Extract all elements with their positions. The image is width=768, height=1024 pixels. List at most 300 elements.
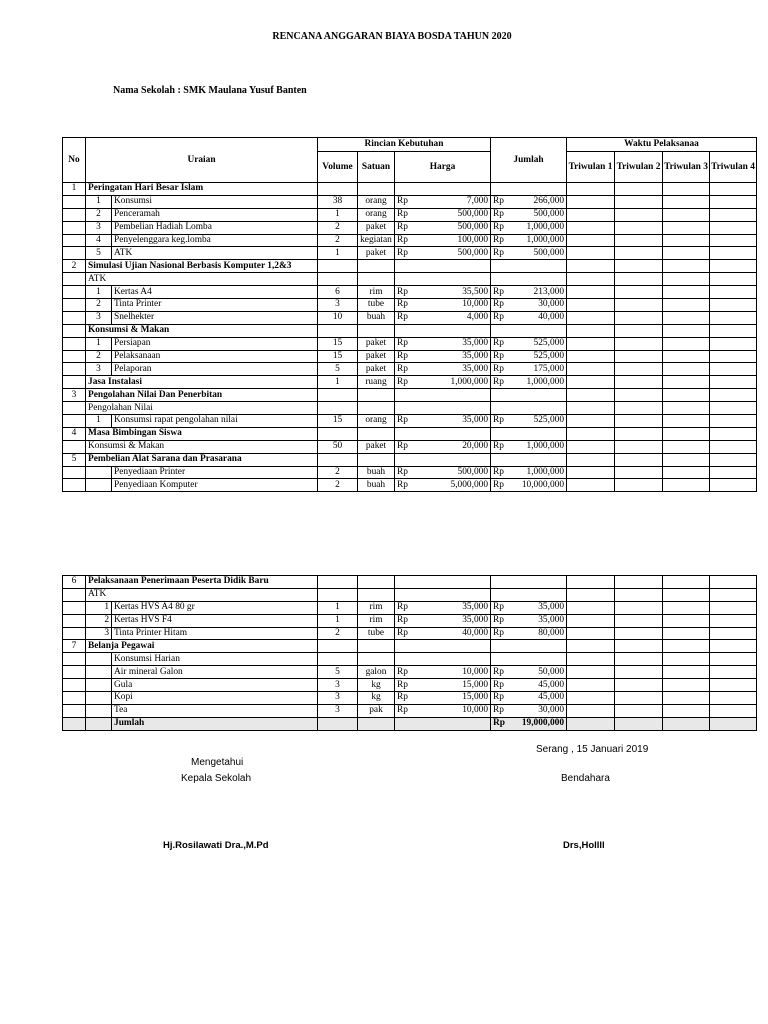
table-row: [63, 666, 757, 679]
harga-cell: [433, 588, 491, 601]
triwulan-1-cell: [567, 576, 615, 589]
triwulan-4-cell: [710, 221, 757, 234]
table-row: [63, 221, 757, 234]
jumlah-currency: Rp: [491, 679, 514, 692]
harga-currency: Rp: [395, 350, 433, 363]
row-number: [63, 195, 86, 208]
triwulan-2-cell: [615, 260, 663, 273]
jumlah-cell: 525,000: [514, 350, 567, 363]
triwulan-4-cell: [710, 640, 757, 653]
triwulan-3-cell: [663, 588, 710, 601]
harga-currency: Rp: [395, 666, 433, 679]
volume-cell: 10: [318, 311, 358, 324]
triwulan-2-cell: [615, 183, 663, 196]
harga-cell: [433, 427, 491, 440]
satuan-cell: paket: [358, 440, 395, 453]
harga-currency: [395, 653, 433, 666]
mengetahui-label: Mengetahui: [191, 757, 244, 768]
jumlah-currency: Rp: [491, 195, 514, 208]
harga-currency: Rp: [395, 704, 433, 717]
jumlah-currency: Rp: [491, 666, 514, 679]
row-number: [63, 324, 86, 337]
item-label: Air mineral Galon: [112, 666, 318, 679]
harga-cell: [433, 576, 491, 589]
item-label: Konsumsi Harian: [112, 653, 318, 666]
volume-cell: [318, 389, 358, 402]
volume-cell: 1: [318, 614, 358, 627]
row-number: [63, 479, 86, 492]
triwulan-2-cell: [615, 466, 663, 479]
triwulan-2-cell: [615, 601, 663, 614]
satuan-cell: paket: [358, 363, 395, 376]
jumlah-cell: 1,000,000: [514, 440, 567, 453]
harga-cell: 500,000: [433, 221, 491, 234]
harga-currency: Rp: [395, 299, 433, 312]
triwulan-4-cell: [710, 679, 757, 692]
jumlah-cell: 1,000,000: [514, 466, 567, 479]
volume-cell: 2: [318, 627, 358, 640]
table-row: [63, 453, 757, 466]
item-subnumber: 1: [86, 286, 112, 299]
volume-cell: 3: [318, 704, 358, 717]
table-row: [63, 247, 757, 260]
triwulan-3-cell: [663, 363, 710, 376]
triwulan-4-cell: [710, 311, 757, 324]
item-subnumber: 1: [86, 415, 112, 428]
triwulan-1-cell: [567, 679, 615, 692]
triwulan-1-cell: [567, 195, 615, 208]
triwulan-3-cell: [663, 679, 710, 692]
volume-cell: 1: [318, 208, 358, 221]
jumlah-cell: 45,000: [514, 692, 567, 705]
jumlah-currency: Rp: [491, 704, 514, 717]
item-label: Konsumsi rapat pengolahan nilai: [112, 415, 318, 428]
triwulan-1-cell: [567, 453, 615, 466]
triwulan-4-cell: [710, 614, 757, 627]
jumlah-cell: 45,000: [514, 679, 567, 692]
harga-cell: [433, 273, 491, 286]
triwulan-2-cell: [615, 717, 663, 730]
header-triwulan-1: Triwulan 1: [567, 152, 615, 183]
harga-currency: Rp: [395, 692, 433, 705]
triwulan-3-cell: [663, 640, 710, 653]
harga-currency: Rp: [395, 221, 433, 234]
table-row: [63, 311, 757, 324]
triwulan-1-cell: [567, 311, 615, 324]
triwulan-2-cell: [615, 195, 663, 208]
satuan-cell: ruang: [358, 376, 395, 389]
triwulan-2-cell: [615, 479, 663, 492]
volume-cell: 15: [318, 337, 358, 350]
total-jumlah-cell: 19,000,000: [514, 717, 567, 730]
harga-cell: 100,000: [433, 234, 491, 247]
harga-cell: 35,000: [433, 601, 491, 614]
jumlah-cell: [514, 389, 567, 402]
volume-cell: 2: [318, 221, 358, 234]
jumlah-currency: Rp: [491, 479, 514, 492]
header-uraian: Uraian: [86, 138, 318, 183]
harga-currency: [395, 453, 433, 466]
table-row: [63, 427, 757, 440]
harga-cell: 500,000: [433, 466, 491, 479]
triwulan-3-cell: [663, 466, 710, 479]
row-number: 3: [63, 389, 86, 402]
triwulan-2-cell: [615, 247, 663, 260]
triwulan-1-cell: [567, 653, 615, 666]
triwulan-2-cell: [615, 415, 663, 428]
harga-currency: [395, 640, 433, 653]
triwulan-3-cell: [663, 427, 710, 440]
harga-currency: Rp: [395, 337, 433, 350]
triwulan-4-cell: [710, 601, 757, 614]
section-label: Pembelian Alat Sarana dan Prasarana: [86, 453, 318, 466]
harga-currency: [395, 273, 433, 286]
place-date: Serang , 15 Januari 2019: [536, 744, 649, 755]
jumlah-cell: 525,000: [514, 337, 567, 350]
row-number: [63, 311, 86, 324]
triwulan-3-cell: [663, 324, 710, 337]
harga-currency: Rp: [395, 311, 433, 324]
item-subnumber: 2: [86, 208, 112, 221]
row-number: 5: [63, 453, 86, 466]
jumlah-currency: [491, 260, 514, 273]
volume-cell: 3: [318, 679, 358, 692]
jumlah-currency: [491, 640, 514, 653]
triwulan-2-cell: [615, 640, 663, 653]
item-label: Snelhekter: [112, 311, 318, 324]
row-number: [63, 247, 86, 260]
table-row: [63, 183, 757, 196]
table-row: [63, 601, 757, 614]
triwulan-2-cell: [615, 324, 663, 337]
volume-cell: [318, 653, 358, 666]
item-label: Kertas A4: [112, 286, 318, 299]
jumlah-cell: [514, 427, 567, 440]
triwulan-4-cell: [710, 666, 757, 679]
header-satuan: Satuan: [358, 152, 395, 183]
satuan-cell: rim: [358, 614, 395, 627]
triwulan-4-cell: [710, 273, 757, 286]
table-row: [63, 679, 757, 692]
triwulan-4-cell: [710, 479, 757, 492]
item-label: Penyelenggara keg.lomba: [112, 234, 318, 247]
triwulan-1-cell: [567, 389, 615, 402]
triwulan-4-cell: [710, 653, 757, 666]
jumlah-cell: 525,000: [514, 415, 567, 428]
jumlah-currency: Rp: [491, 208, 514, 221]
triwulan-4-cell: [710, 692, 757, 705]
item-subnumber: 1: [86, 601, 112, 614]
table-row: [63, 402, 757, 415]
volume-cell: 5: [318, 666, 358, 679]
volume-cell: [318, 402, 358, 415]
triwulan-3-cell: [663, 376, 710, 389]
item-subnumber: 2: [86, 350, 112, 363]
triwulan-4-cell: [710, 466, 757, 479]
header-triwulan-2: Triwulan 2: [615, 152, 663, 183]
jumlah-currency: Rp: [491, 466, 514, 479]
triwulan-4-cell: [710, 376, 757, 389]
row-number: [63, 614, 86, 627]
volume-cell: 38: [318, 195, 358, 208]
row-number: [63, 627, 86, 640]
row-number: 7: [63, 640, 86, 653]
jumlah-cell: 1,000,000: [514, 221, 567, 234]
triwulan-3-cell: [663, 273, 710, 286]
harga-currency: [395, 260, 433, 273]
jumlah-currency: Rp: [491, 311, 514, 324]
satuan-cell: buah: [358, 479, 395, 492]
harga-cell: 35,000: [433, 614, 491, 627]
satuan-cell: paket: [358, 247, 395, 260]
jumlah-cell: 10,000,000: [514, 479, 567, 492]
harga-cell: 40,000: [433, 627, 491, 640]
volume-cell: [318, 427, 358, 440]
triwulan-1-cell: [567, 415, 615, 428]
triwulan-1-cell: [567, 440, 615, 453]
item-subnumber: [86, 479, 112, 492]
triwulan-3-cell: [663, 666, 710, 679]
item-label: Tea: [112, 704, 318, 717]
satuan-cell: [358, 640, 395, 653]
row-number: 1: [63, 183, 86, 196]
row-number: 6: [63, 576, 86, 589]
triwulan-1-cell: [567, 717, 615, 730]
harga-cell: 7,000: [433, 195, 491, 208]
item-label: ATK: [112, 247, 318, 260]
harga-currency: Rp: [395, 627, 433, 640]
jumlah-currency: Rp: [491, 692, 514, 705]
satuan-cell: [358, 273, 395, 286]
header-triwulan-3: Triwulan 3: [663, 152, 710, 183]
bendahara-name: Drs,Hollll: [563, 840, 605, 851]
triwulan-3-cell: [663, 440, 710, 453]
item-subnumber: 3: [86, 311, 112, 324]
jumlah-cell: 80,000: [514, 627, 567, 640]
jumlah-currency: Rp: [491, 601, 514, 614]
jumlah-cell: [514, 402, 567, 415]
jumlah-currency: Rp: [491, 337, 514, 350]
satuan-cell: [358, 588, 395, 601]
header-jumlah: Jumlah: [491, 138, 567, 183]
school-name: Nama Sekolah : SMK Maulana Yusuf Banten: [113, 85, 307, 96]
table-row: [63, 363, 757, 376]
satuan-cell: paket: [358, 221, 395, 234]
row-number: [63, 286, 86, 299]
harga-cell: [433, 389, 491, 402]
header-harga: Harga: [395, 152, 491, 183]
item-label: Penceramah: [112, 208, 318, 221]
harga-currency: Rp: [395, 195, 433, 208]
triwulan-1-cell: [567, 479, 615, 492]
row-number: [63, 208, 86, 221]
jumlah-currency: Rp: [491, 350, 514, 363]
triwulan-2-cell: [615, 337, 663, 350]
satuan-cell: [358, 389, 395, 402]
triwulan-1-cell: [567, 427, 615, 440]
volume-cell: 3: [318, 299, 358, 312]
triwulan-4-cell: [710, 260, 757, 273]
item-subnumber: 2: [86, 614, 112, 627]
harga-currency: Rp: [395, 234, 433, 247]
harga-currency: Rp: [395, 415, 433, 428]
triwulan-1-cell: [567, 376, 615, 389]
table-row: [63, 260, 757, 273]
satuan-cell: [358, 427, 395, 440]
volume-cell: 2: [318, 479, 358, 492]
table-row: [63, 337, 757, 350]
harga-currency: [395, 588, 433, 601]
harga-cell: 1,000,000: [433, 376, 491, 389]
triwulan-2-cell: [615, 692, 663, 705]
item-subnumber: [86, 692, 112, 705]
total-label: Jumlah: [112, 717, 318, 730]
item-subnumber: 3: [86, 221, 112, 234]
jumlah-currency: Rp: [491, 717, 514, 730]
triwulan-3-cell: [663, 286, 710, 299]
triwulan-1-cell: [567, 627, 615, 640]
triwulan-1-cell: [567, 337, 615, 350]
triwulan-2-cell: [615, 653, 663, 666]
triwulan-2-cell: [615, 666, 663, 679]
triwulan-2-cell: [615, 234, 663, 247]
triwulan-2-cell: [615, 588, 663, 601]
triwulan-2-cell: [615, 627, 663, 640]
satuan-cell: orang: [358, 415, 395, 428]
kepala-sekolah-label: Kepala Sekolah: [181, 773, 252, 784]
item-label: Pembelian Hadiah Lomba: [112, 221, 318, 234]
triwulan-4-cell: [710, 350, 757, 363]
triwulan-1-cell: [567, 183, 615, 196]
table-row: [63, 717, 757, 730]
harga-cell: 500,000: [433, 247, 491, 260]
triwulan-4-cell: [710, 234, 757, 247]
table-row: [63, 299, 757, 312]
volume-cell: 15: [318, 350, 358, 363]
triwulan-3-cell: [663, 195, 710, 208]
triwulan-2-cell: [615, 273, 663, 286]
triwulan-4-cell: [710, 299, 757, 312]
harga-currency: [395, 389, 433, 402]
satuan-cell: pak: [358, 704, 395, 717]
triwulan-3-cell: [663, 208, 710, 221]
triwulan-2-cell: [615, 576, 663, 589]
row-number: [63, 402, 86, 415]
triwulan-3-cell: [663, 402, 710, 415]
triwulan-1-cell: [567, 260, 615, 273]
triwulan-4-cell: [710, 324, 757, 337]
jumlah-cell: [514, 576, 567, 589]
satuan-cell: [358, 260, 395, 273]
satuan-cell: orang: [358, 208, 395, 221]
volume-cell: [318, 576, 358, 589]
triwulan-1-cell: [567, 640, 615, 653]
item-subnumber: [86, 717, 112, 730]
satuan-cell: orang: [358, 195, 395, 208]
triwulan-2-cell: [615, 427, 663, 440]
table-row: [63, 466, 757, 479]
triwulan-4-cell: [710, 576, 757, 589]
jumlah-cell: [514, 260, 567, 273]
volume-cell: 2: [318, 466, 358, 479]
harga-cell: [433, 653, 491, 666]
table-row: [63, 273, 757, 286]
row-number: [63, 299, 86, 312]
table-row: [63, 286, 757, 299]
volume-cell: [318, 260, 358, 273]
satuan-cell: galon: [358, 666, 395, 679]
jumlah-cell: [514, 273, 567, 286]
table-row: [63, 389, 757, 402]
item-subnumber: 2: [86, 299, 112, 312]
satuan-cell: paket: [358, 337, 395, 350]
jumlah-currency: [491, 576, 514, 589]
triwulan-4-cell: [710, 363, 757, 376]
table-row: [63, 692, 757, 705]
harga-cell: 35,000: [433, 337, 491, 350]
jumlah-cell: 213,000: [514, 286, 567, 299]
item-subnumber: 3: [86, 363, 112, 376]
header-rincian: Rincian Kebutuhan: [318, 138, 491, 152]
jumlah-cell: 500,000: [514, 247, 567, 260]
harga-cell: 10,000: [433, 704, 491, 717]
satuan-cell: [358, 653, 395, 666]
item-label: Kopi: [112, 692, 318, 705]
group-label: Jasa Instalasi: [86, 376, 318, 389]
section-label: Pelaksanaan Penerimaan Peserta Didik Baru: [86, 576, 318, 589]
triwulan-2-cell: [615, 376, 663, 389]
jumlah-currency: Rp: [491, 299, 514, 312]
jumlah-cell: [514, 653, 567, 666]
row-number: [63, 679, 86, 692]
triwulan-3-cell: [663, 350, 710, 363]
budget-table-1: [62, 137, 757, 492]
triwulan-4-cell: [710, 440, 757, 453]
jumlah-currency: Rp: [491, 376, 514, 389]
satuan-cell: [358, 324, 395, 337]
jumlah-cell: 50,000: [514, 666, 567, 679]
harga-cell: 4,000: [433, 311, 491, 324]
satuan-cell: [358, 402, 395, 415]
section-label: Pengolahan Nilai Dan Penerbitan: [86, 389, 318, 402]
row-number: [63, 601, 86, 614]
item-label: Penyediaan Printer: [112, 466, 318, 479]
triwulan-4-cell: [710, 389, 757, 402]
triwulan-4-cell: [710, 208, 757, 221]
volume-cell: 1: [318, 247, 358, 260]
satuan-cell: tube: [358, 299, 395, 312]
harga-currency: Rp: [395, 286, 433, 299]
volume-cell: 50: [318, 440, 358, 453]
jumlah-currency: [491, 653, 514, 666]
jumlah-currency: [491, 389, 514, 402]
harga-cell: 20,000: [433, 440, 491, 453]
volume-cell: [318, 453, 358, 466]
triwulan-1-cell: [567, 273, 615, 286]
jumlah-currency: [491, 588, 514, 601]
harga-currency: Rp: [395, 247, 433, 260]
triwulan-3-cell: [663, 453, 710, 466]
jumlah-cell: 1,000,000: [514, 234, 567, 247]
group-label: ATK: [86, 588, 318, 601]
section-label: Belanja Pegawai: [86, 640, 318, 653]
triwulan-1-cell: [567, 299, 615, 312]
jumlah-cell: 40,000: [514, 311, 567, 324]
volume-cell: 15: [318, 415, 358, 428]
triwulan-2-cell: [615, 704, 663, 717]
jumlah-cell: 500,000: [514, 208, 567, 221]
item-subnumber: [86, 653, 112, 666]
